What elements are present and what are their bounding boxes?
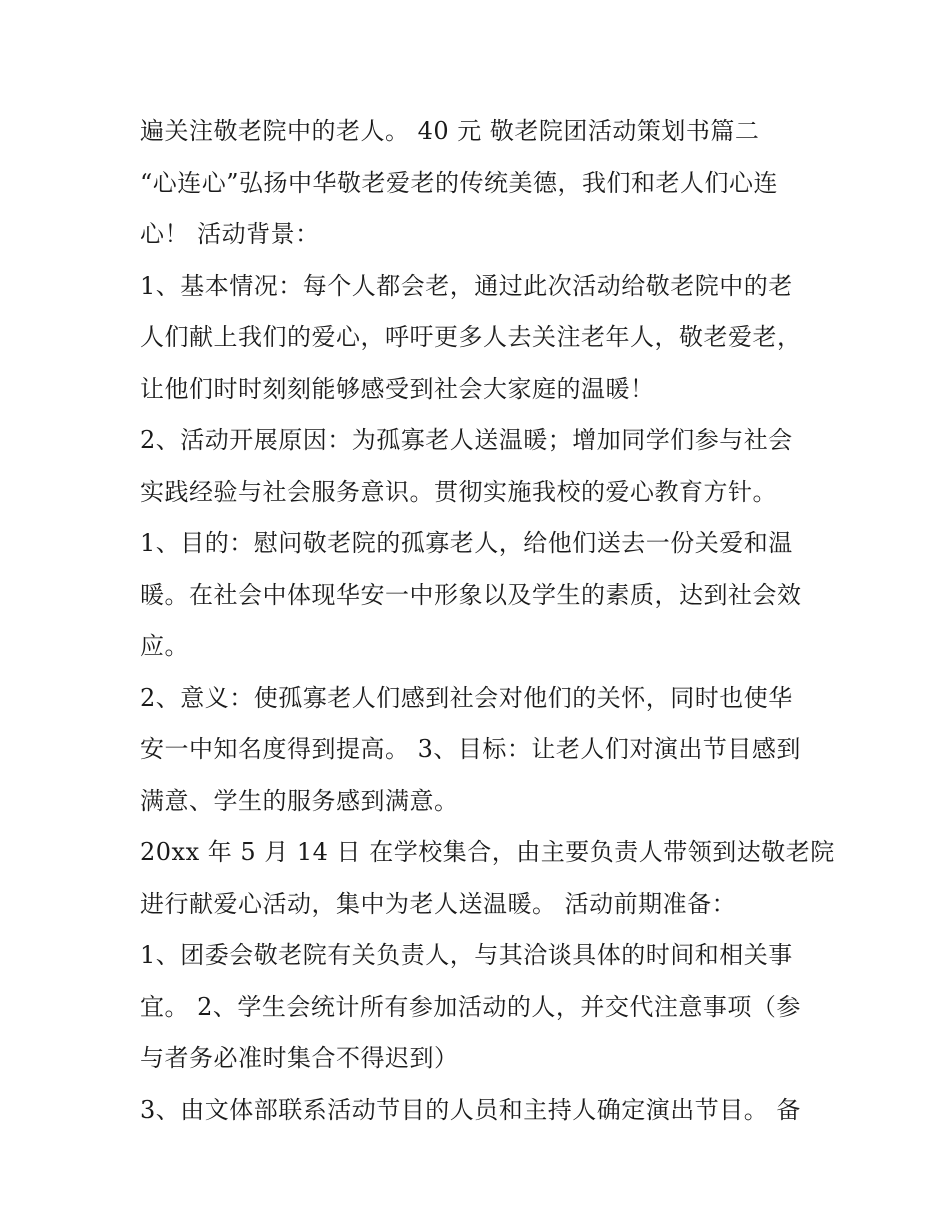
text-line: 遍关注敬老院中的老人。 40 元 敬老院团活动策划书篇二 <box>140 117 760 145</box>
text-line: 实践经验与社会服务意识。贯彻实施我校的爱心教育方针。 <box>140 477 777 506</box>
text-line: 应。 <box>140 632 189 660</box>
text-line: 安一中知名度得到提高。 3、目标：让老人们对演出节目感到 <box>140 735 801 763</box>
text-line: 2、活动开展原因：为孤寡老人送温暖；增加同学们参与社会 <box>140 426 793 454</box>
text-line: 进行献爱心活动，集中为老人送温暖。 活动前期准备： <box>140 889 737 918</box>
text-line: 与者务必准时集合不得迟到） <box>140 1044 459 1072</box>
text-line: “心连心”弘扬中华敬老爱老的传统美德，我们和老人们心连 <box>140 168 779 197</box>
text-line: 宜。 2、学生会统计所有参加活动的人，并交代注意事项（参 <box>140 992 801 1021</box>
text-line: 20xx 年 5 月 14 日 在学校集合，由主要负责人带领到达敬老院 <box>140 838 835 866</box>
text-line: 2、意义：使孤寡老人们感到社会对他们的关怀，同时也使华 <box>140 683 793 712</box>
text-line: 3、由文体部联系活动节目的人员和主持人确定演出节目。 备 <box>140 1095 801 1124</box>
text-line: 1、团委会敬老院有关负责人，与其洽谈具体的时间和相关事 <box>140 941 793 969</box>
text-line: 让他们时时刻刻能够感受到社会大家庭的温暖！ <box>140 374 655 403</box>
text-line: 暖。在社会中体现华安一中形象以及学生的素质，达到社会效 <box>140 580 802 609</box>
document-body <box>140 106 840 1136</box>
text-line: 人们献上我们的爱心，呼吁更多人去关注老年人，敬老爱老， <box>140 323 802 351</box>
text-line: 1、目的：慰问敬老院的孤寡老人，给他们送去一份关爱和温 <box>140 529 793 557</box>
text-line: 心！ 活动背景： <box>140 220 320 248</box>
text-line: 1、基本情况：每个人都会老，通过此次活动给敬老院中的老 <box>140 271 793 300</box>
text-line: 满意、学生的服务感到满意。 <box>140 786 459 815</box>
